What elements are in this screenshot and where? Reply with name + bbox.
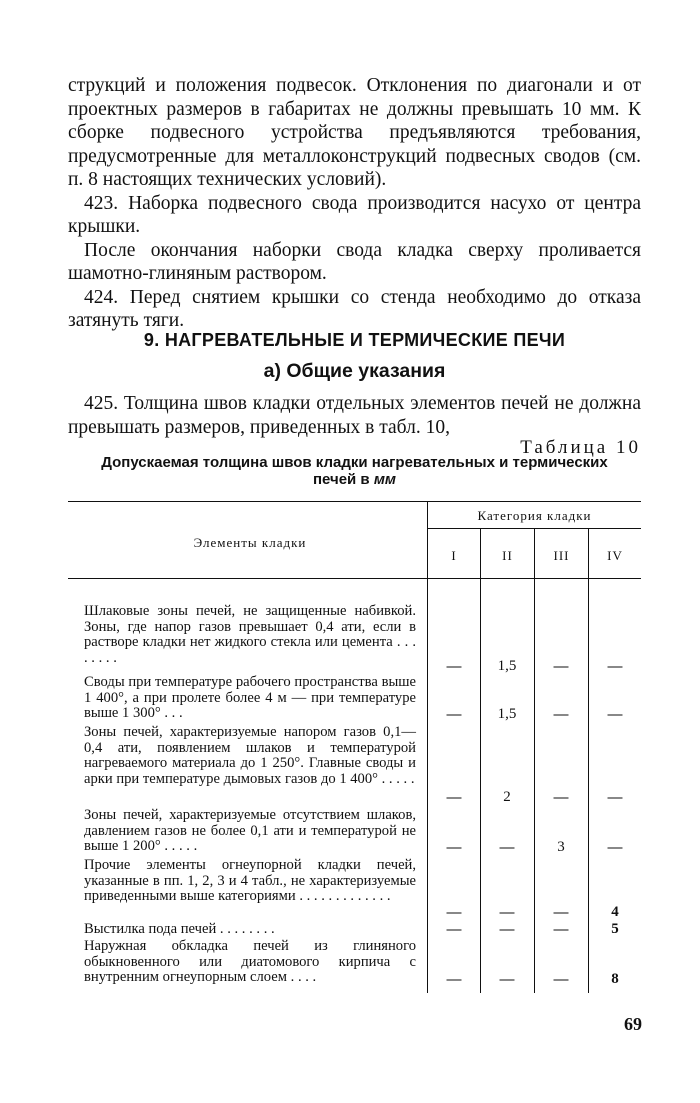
body-text: [68, 74, 641, 333]
table-row-1-text: Шлаковые зоны печей, не защищенные набивкой. Зоны, где напор газов превышает 0,4 ати, если в растворе кладки нет жидкого стекла или цемента . . . . . . . .: [84, 603, 416, 666]
table-row-1-cat-3: —: [553, 658, 569, 675]
table-row-6-text: Выстилка пода печей . . . . . . . .: [84, 921, 275, 937]
table-row-3-cat-4: —: [607, 789, 623, 806]
table-row-1-cat-2: 1,5: [497, 658, 517, 674]
table-vline-4: [588, 528, 589, 993]
table-row-2-cat-4: —: [607, 706, 623, 723]
table-top-rule: [68, 501, 641, 502]
table-row-4-text: Зоны печей, характеризуемые отсутствием шлаков, давлением газов не более 0,1 ати и температурой не выше 1 200° . . . . .: [84, 807, 416, 855]
table-caption-line1: Допускаемая толщина швов кладки нагревательных и термических: [101, 454, 608, 471]
col-header-cat-1: I: [451, 548, 457, 563]
table-row-1-cat-1: —: [446, 658, 462, 675]
table-label: Таблица 10: [520, 437, 641, 458]
section-subheading: а) Общие указания: [263, 360, 446, 382]
caption-prefix: печей в: [312, 471, 374, 488]
table-row-2-cat-3: —: [553, 706, 569, 723]
table-row-6-cat-1: —: [446, 921, 462, 938]
table-caption-line2: [68, 471, 641, 488]
col-header-category: Категория кладки: [477, 508, 592, 523]
col-header-cat-4: IV: [607, 548, 623, 563]
table-vline-2: [480, 528, 481, 993]
table-row-5-cat-1: —: [446, 904, 462, 921]
section-heading: 9. НАГРЕВАТЕЛЬНЫЕ И ТЕРМИЧЕСКИЕ ПЕЧИ: [143, 330, 566, 350]
col-header-elements: Элементы кладки: [193, 535, 307, 550]
paragraph-424: 424. Перед снятием крышки со стенда необходимо до отказа затянуть тяги.: [68, 286, 641, 331]
table-row-3-cat-1: —: [446, 789, 462, 806]
table-row-2-cat-2: 1,5: [497, 706, 517, 722]
table-row-1-cat-4: —: [607, 658, 623, 675]
table-row-5-text: Прочие элементы огнеупорной кладки печей, указанные в пп. 1, 2, 3 и 4 табл., не характеризуемые приведенными выше категориями . . . . . . . . . . . . .: [84, 857, 416, 905]
table-row-2-cat-1: —: [446, 706, 462, 723]
table-vline-3: [534, 528, 535, 993]
table-row-7-cat-4: 8: [611, 971, 619, 987]
table-caption: [68, 454, 641, 488]
table-row-3-cat-2: 2: [503, 789, 511, 805]
table-row-3-cat-3: —: [553, 789, 569, 806]
table-row-5-cat-4: 4: [611, 904, 619, 920]
page-number: 69: [624, 1014, 642, 1034]
col-header-cat-3: III: [553, 548, 570, 563]
col-header-cat-2: II: [502, 548, 513, 563]
table-row-7-cat-3: —: [553, 971, 569, 988]
table-row-4-cat-2: —: [499, 839, 515, 856]
table-header-rule: [68, 578, 641, 579]
paragraph-423-cont: После окончания наборки свода кладка сверху проливается шамотно-глиняным раствором.: [68, 239, 641, 284]
table-row-4-cat-4: —: [607, 839, 623, 856]
table-row-6-cat-3: —: [553, 921, 569, 938]
table-row-7-cat-2: —: [499, 971, 515, 988]
caption-unit: мм: [373, 471, 397, 488]
table-row-2-text: Своды при температуре рабочего пространства выше 1 400°, а при пролете более 4 м — при температуре выше 1 300° . . .: [84, 674, 416, 722]
table-row-3-text: Зоны печей, характеризуемые напором газов 0,1—0,4 ати, появлением шлаков и температурой нагреваемого материала до 1 250°. Главные своды и арки при температуре дымовых газов до 1 400° . . . . .: [84, 724, 416, 787]
table-row-5-cat-2: —: [499, 904, 515, 921]
paragraph-425: 425. Толщина швов кладки отдельных элементов печей не должна превышать размеров, приведенных в табл. 10,: [68, 393, 641, 438]
paragraph-continuation: струкций и положения подвесок. Отклонения по диагонали и от проектных размеров в габаритах не должны превышать 10 мм. К сборке подвесного устройства предъявляются требования, предусмотренные для металлоконструкций подвесных сводов (см. п. 8 настоящих технических условий).: [68, 75, 641, 190]
table-row-4-cat-1: —: [446, 839, 462, 856]
paragraph-423: 423. Наборка подвесного свода производится насухо от центра крышки.: [68, 192, 641, 237]
table-vline-1: [427, 501, 428, 993]
table-row-5-cat-3: —: [553, 904, 569, 921]
table-row-6-cat-2: —: [499, 921, 515, 938]
table-row-4-cat-3: 3: [557, 839, 565, 855]
table-row-6-cat-4: 5: [611, 921, 619, 937]
table-row-7-cat-1: —: [446, 971, 462, 988]
table-row-7-text: Наружная обкладка печей из глиняного обыкновенного или диатомового кирпича с внутренним огнеупорным слоем . . . .: [84, 938, 416, 986]
paragraph-425-block: [68, 392, 641, 439]
